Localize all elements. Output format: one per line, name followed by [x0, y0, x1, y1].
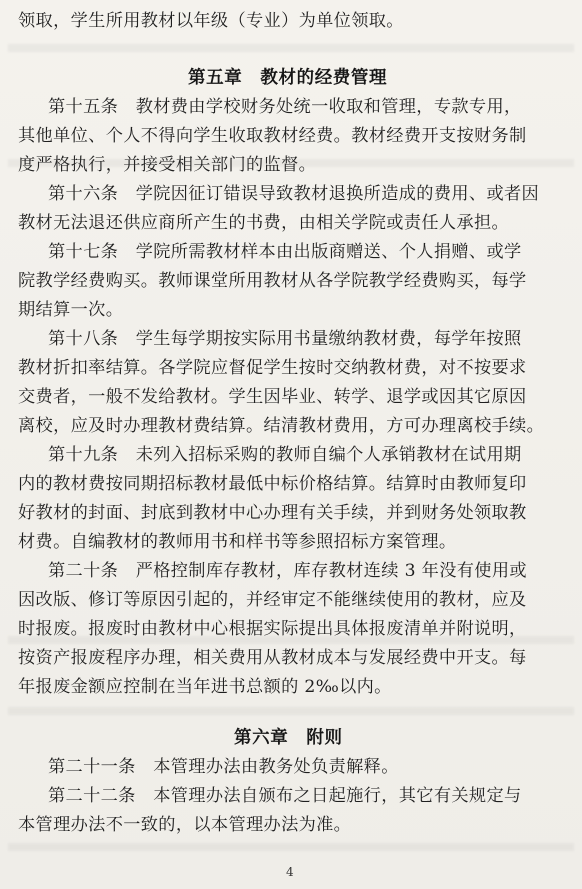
- text-line: 第二十条 严格控制库存教材，库存教材连续 3 年没有使用或: [48, 561, 527, 581]
- text-line: 交费者，一般不发给教材。学生因毕业、转学、退学或因其它原因: [18, 387, 527, 407]
- text-line: 期结算一次。: [18, 300, 124, 320]
- show-through-band: [8, 843, 574, 851]
- show-through-band: [8, 707, 574, 715]
- chapter-heading-6: 第六章 附则: [234, 728, 343, 748]
- text-line: 第十六条 学院因征订错误导致教材退换所造成的费用、或者因: [48, 184, 540, 204]
- text-line: 度严格执行，并接受相关部门的监督。: [18, 155, 317, 175]
- text-line: 第十五条 教材费由学校财务处统一收取和管理，专款专用，: [48, 97, 522, 117]
- text-line: 第十七条 学院所需教材样本由出版商赠送、个人捐赠、或学: [48, 242, 522, 262]
- text-line: 本管理办法不一致的，以本管理办法为准。: [18, 815, 352, 835]
- text-line: 院教学经费购买。教师课堂所用教材从各学院教学经费购买，每学: [18, 271, 527, 291]
- text-line: 按资产报废程序办理，相关费用从教材成本与发展经费中开支。每: [18, 648, 527, 668]
- chapter-heading-5: 第五章 教材的经费管理: [188, 68, 388, 88]
- text-line: 内的教材费按同期招标教材最低中标价格结算。结算时由教师复印: [18, 474, 527, 494]
- text-line: 第二十一条 本管理办法由教务处负责解释。: [48, 757, 399, 777]
- text-line: 其他单位、个人不得向学生收取教材经费。教材经费开支按财务制: [18, 126, 527, 146]
- text-line: 材费。自编教材的教师用书和样书等参照招标方案管理。: [18, 532, 457, 552]
- show-through-band: [8, 636, 574, 644]
- text-line: 因改版、修订等原因引起的，并经审定不能继续使用的教材，应及: [18, 590, 527, 610]
- text-line: 时报废。报废时由教材中心根据实际提出具体报废清单并附说明，: [18, 619, 527, 639]
- text-line: 年报废金额应控制在当年进书总额的 2‰以内。: [18, 677, 392, 697]
- show-through-band: [8, 44, 574, 52]
- text-line: 离校，应及时办理教材费结算。结清教材费用，方可办理离校手续。: [18, 416, 545, 436]
- text-line: 第十九条 未列入招标采购的教师自编个人承销教材在试用期: [48, 445, 522, 465]
- text-line: 教材无法退还供应商所产生的书费，由相关学院或责任人承担。: [18, 213, 510, 233]
- text-line: 好教材的封面、封底到教材中心办理有关手续，并到财务处领取教: [18, 503, 527, 523]
- text-line: 第二十二条 本管理办法自颁布之日起施行，其它有关规定与: [48, 786, 522, 806]
- text-line: 领取，学生所用教材以年级（专业）为单位领取。: [18, 11, 404, 31]
- text-line: 第十八条 学生每学期按实际用书量缴纳教材费，每学年按照: [48, 329, 522, 349]
- show-through-band: [8, 159, 574, 167]
- text-line: 教材折扣率结算。各学院应督促学生按时交纳教材费，对不按要求: [18, 358, 527, 378]
- page-number: 4: [286, 865, 294, 879]
